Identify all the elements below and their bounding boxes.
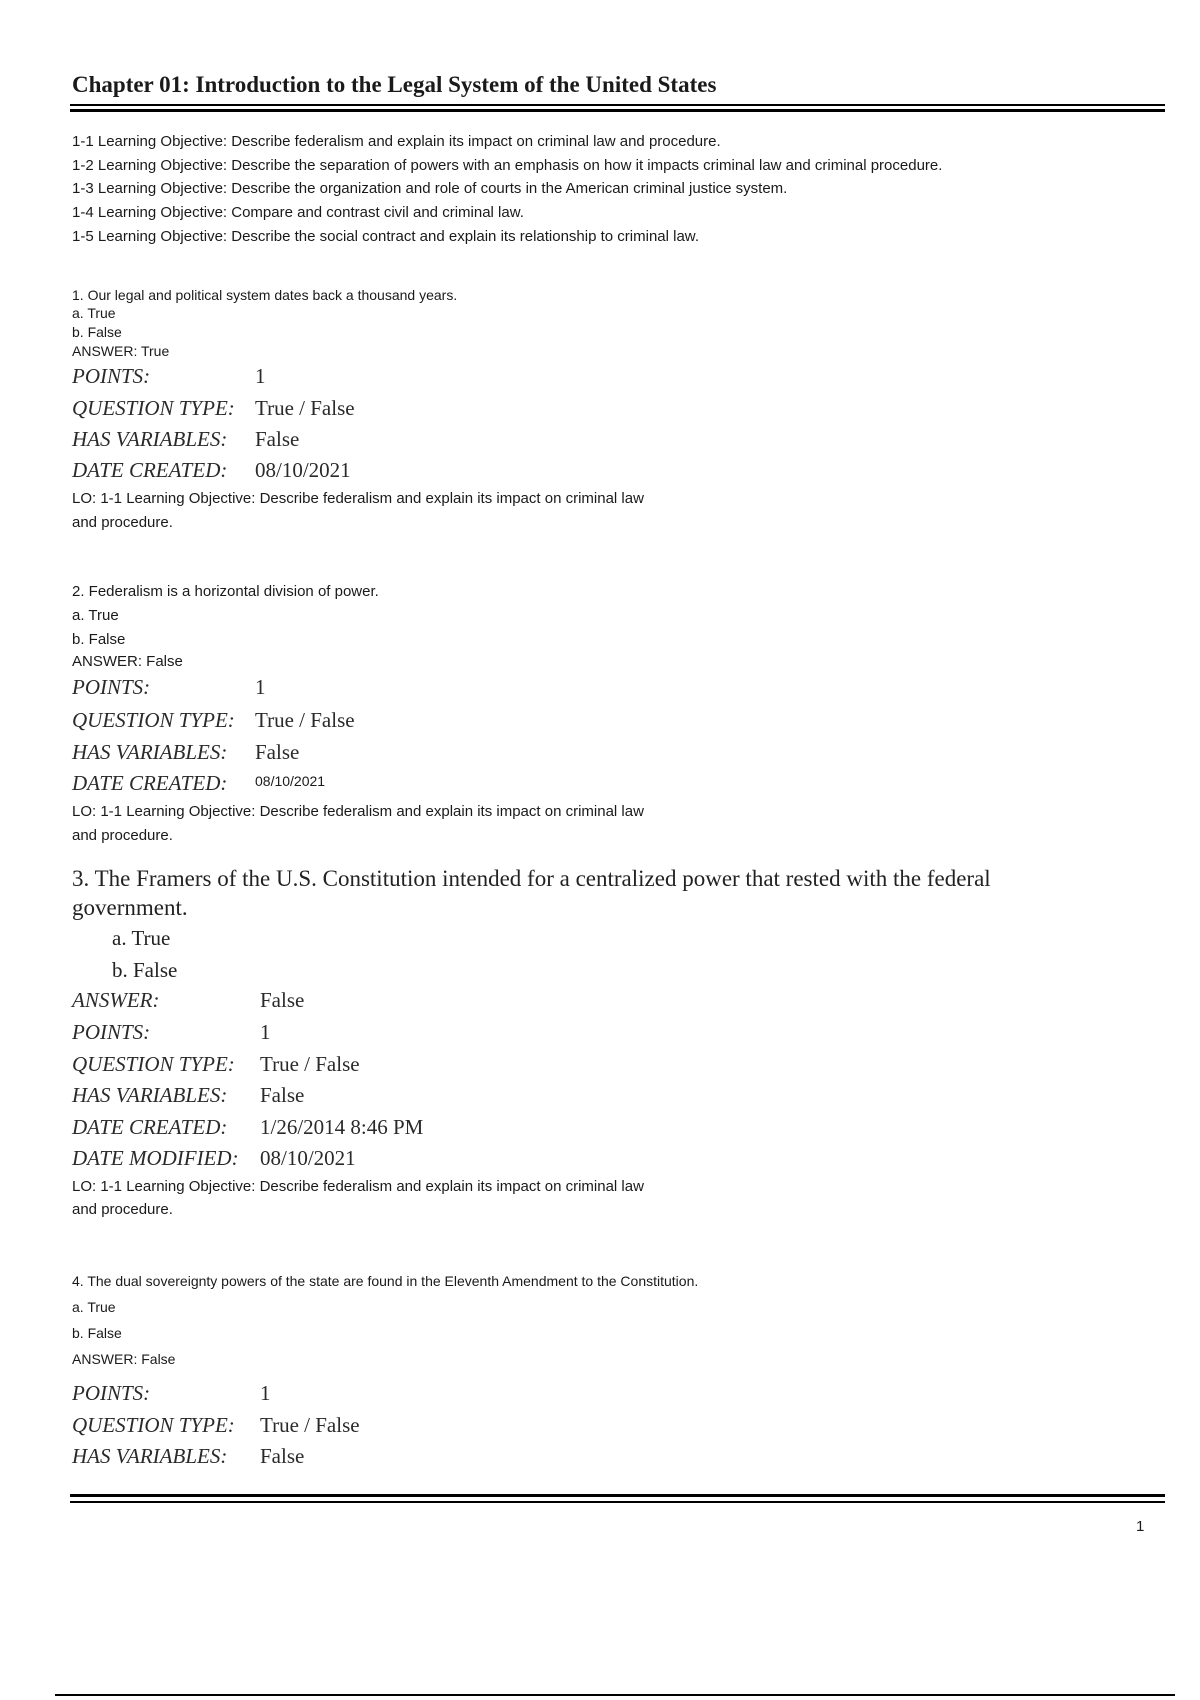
header-rule-bottom xyxy=(70,109,1165,112)
question-2-vars: False xyxy=(255,740,300,764)
question-3-created: 1/26/2014 8:46 PM xyxy=(260,1115,424,1139)
question-2-lo-line-1: LO: 1-1 Learning Objective: Describe federalism and explain its impact on criminal law xyxy=(72,803,644,820)
question-4-points-label: POINTS: xyxy=(72,1381,151,1405)
objective-3: 1-3 Learning Objective: Describe the organization and role of courts in the American criminal justice system. xyxy=(72,180,788,197)
question-1-lo-line-2: and procedure. xyxy=(72,514,173,531)
header-rule-top xyxy=(70,104,1165,106)
question-4-option-a: a. True xyxy=(72,1299,116,1315)
question-2-type-label: QUESTION TYPE: xyxy=(72,708,235,732)
question-1-lo-line-1: LO: 1-1 Learning Objective: Describe federalism and explain its impact on criminal law xyxy=(72,490,644,507)
objective-2: 1-2 Learning Objective: Describe the separation of powers with an emphasis on how it impacts criminal law and criminal procedure. xyxy=(72,157,943,174)
question-2-created: 08/10/2021 xyxy=(255,773,326,789)
objective-1: 1-1 Learning Objective: Describe federalism and explain its impact on criminal law and procedure. xyxy=(72,133,721,150)
question-2-points: 1 xyxy=(255,675,266,699)
question-3-modified-label: DATE MODIFIED: xyxy=(72,1146,239,1170)
question-1-type-label: QUESTION TYPE: xyxy=(72,396,235,420)
page-edge-line xyxy=(55,1694,1175,1696)
objective-5: 1-5 Learning Objective: Describe the social contract and explain its relationship to criminal law. xyxy=(72,228,699,245)
question-3-answer-label: ANSWER: xyxy=(72,988,160,1012)
question-1-created: 08/10/2021 xyxy=(255,458,351,482)
question-3-type: True / False xyxy=(260,1052,360,1076)
question-1-option-a: a. True xyxy=(72,305,116,321)
question-2-lo-line-2: and procedure. xyxy=(72,827,173,844)
question-1-vars: False xyxy=(255,427,300,451)
question-3-lo-line-2: and procedure. xyxy=(72,1201,173,1218)
question-3-answer: False xyxy=(260,988,305,1012)
question-2-vars-label: HAS VARIABLES: xyxy=(72,740,228,764)
question-3-modified: 08/10/2021 xyxy=(260,1146,356,1170)
footer-rule-bottom xyxy=(70,1501,1165,1503)
question-3-lo-line-1: LO: 1-1 Learning Objective: Describe federalism and explain its impact on criminal law xyxy=(72,1178,644,1195)
question-2-answer: ANSWER: False xyxy=(72,653,183,670)
footer-rule-top xyxy=(70,1494,1165,1497)
question-3-type-label: QUESTION TYPE: xyxy=(72,1052,235,1076)
question-3-text-line-2: government. xyxy=(72,895,188,920)
question-2-type: True / False xyxy=(255,708,355,732)
question-1-type: True / False xyxy=(255,396,355,420)
question-3-vars-label: HAS VARIABLES: xyxy=(72,1083,228,1107)
question-3-text-line-1: 3. The Framers of the U.S. Constitution intended for a centralized power that rested with the federal xyxy=(72,866,991,891)
question-3-vars: False xyxy=(260,1083,305,1107)
question-1-points-label: POINTS: xyxy=(72,364,151,388)
question-4-text: 4. The dual sovereignty powers of the state are found in the Eleventh Amendment to the Constitution. xyxy=(72,1273,699,1289)
chapter-title: Chapter 01: Introduction to the Legal System of the United States xyxy=(72,72,717,97)
question-1-vars-label: HAS VARIABLES: xyxy=(72,427,228,451)
question-1-points: 1 xyxy=(255,364,266,388)
question-2-option-b: b. False xyxy=(72,631,126,648)
question-3-created-label: DATE CREATED: xyxy=(72,1115,228,1139)
question-4-type-label: QUESTION TYPE: xyxy=(72,1413,235,1437)
question-2-points-label: POINTS: xyxy=(72,675,151,699)
question-1-option-b: b. False xyxy=(72,324,122,340)
question-4-points: 1 xyxy=(260,1381,271,1405)
question-2-option-a: a. True xyxy=(72,607,119,624)
question-4-type: True / False xyxy=(260,1413,360,1437)
question-3-option-b: b. False xyxy=(112,958,178,982)
question-4-vars-label: HAS VARIABLES: xyxy=(72,1444,228,1468)
question-3-points-label: POINTS: xyxy=(72,1020,151,1044)
question-1-answer: ANSWER: True xyxy=(72,343,170,359)
question-1-created-label: DATE CREATED: xyxy=(72,458,228,482)
question-3-option-a: a. True xyxy=(112,926,171,950)
question-4-option-b: b. False xyxy=(72,1325,122,1341)
page-number: 1 xyxy=(1136,1518,1145,1535)
question-3-points: 1 xyxy=(260,1020,271,1044)
question-4-vars: False xyxy=(260,1444,305,1468)
question-2-text: 2. Federalism is a horizontal division of power. xyxy=(72,583,379,600)
question-4-answer: ANSWER: False xyxy=(72,1351,176,1367)
question-2-created-label: DATE CREATED: xyxy=(72,771,228,795)
question-1-text: 1. Our legal and political system dates back a thousand years. xyxy=(72,287,458,303)
objective-4: 1-4 Learning Objective: Compare and contrast civil and criminal law. xyxy=(72,204,524,221)
